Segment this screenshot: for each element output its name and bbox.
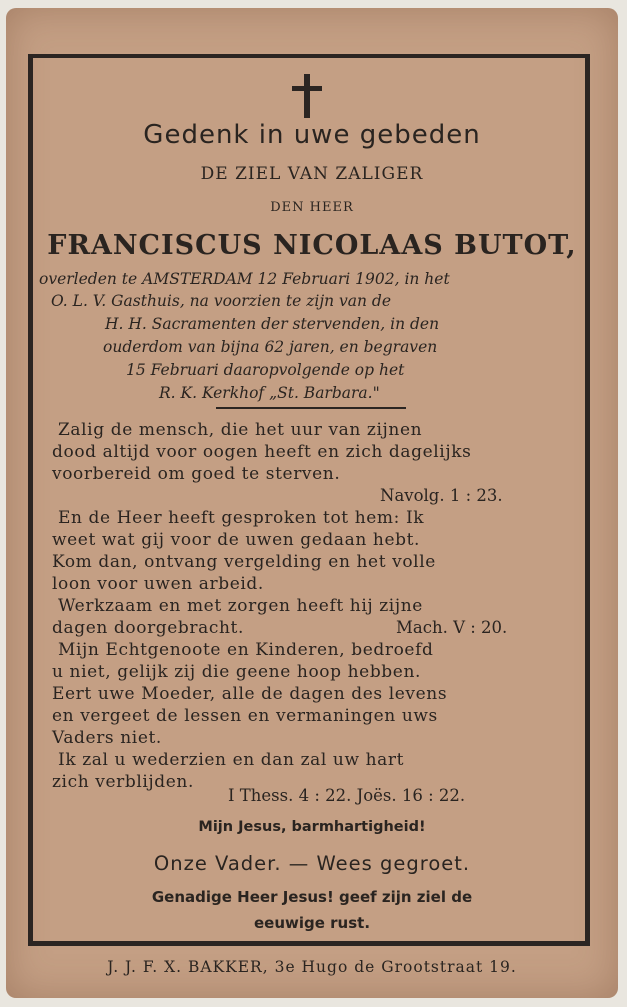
detail-line: O. L. V. Gasthuis, na voorzien te zijn van de bbox=[51, 292, 392, 310]
verse-line: Zalig de mensch, die het uur van zijnen bbox=[58, 420, 423, 440]
detail-line: H. H. Sacramenten der stervenden, in den bbox=[105, 315, 440, 333]
heading: Gedenk in uwe gebeden bbox=[143, 120, 481, 150]
prayer-line: eeuwige rust. bbox=[253, 914, 371, 932]
verse-line: dagen doorgebracht. bbox=[52, 618, 244, 638]
black-border-frame bbox=[28, 54, 590, 946]
prayer-our-father: Onze Vader. — Wees gegroet. bbox=[153, 852, 471, 875]
verse-reference: Mach. V : 20. bbox=[396, 618, 508, 637]
detail-line: ouderdom van bijna 62 jaren, en begraven bbox=[103, 338, 438, 356]
verse-line: weet wat gij voor de uwen gedaan hebt. bbox=[52, 530, 421, 550]
verse-line: dood altijd voor oogen heeft en zich dagelijks bbox=[52, 442, 472, 462]
verse-reference: I Thess. 4 : 22. Joës. 16 : 22. bbox=[228, 786, 466, 805]
verse-line: loon voor uwen arbeid. bbox=[52, 574, 264, 594]
detail-line: overleden te AMSTERDAM 12 Februari 1902, in het bbox=[39, 270, 450, 288]
verse-line: Vaders niet. bbox=[52, 728, 162, 748]
divider-rule bbox=[216, 407, 406, 409]
cross-icon bbox=[292, 74, 322, 118]
title-line: DEN HEER bbox=[270, 200, 354, 215]
verse-line: zich verblijden. bbox=[52, 772, 194, 792]
verse-line: En de Heer heeft gesproken tot hem: Ik bbox=[58, 508, 425, 528]
verse-line: u niet, gelijk zij die geene hoop hebben. bbox=[52, 662, 421, 682]
verse-line: Eert uwe Moeder, alle de dagen des levens bbox=[52, 684, 448, 704]
verse-line: Kom dan, ontvang vergelding en het volle bbox=[52, 552, 436, 572]
verse-line: Mijn Echtgenoote en Kinderen, bedroefd bbox=[58, 640, 434, 660]
verse-line: en vergeet de lessen en vermaningen uws bbox=[52, 706, 438, 726]
verse-line: Ik zal u wederzien en dan zal uw hart bbox=[58, 750, 405, 770]
prayer-line: Genadige Heer Jesus! geef zijn ziel de bbox=[151, 888, 473, 906]
detail-line: R. K. Kerkhof „St. Barbara." bbox=[159, 384, 380, 402]
printer-imprint: J. J. F. X. BAKKER, 3e Hugo de Grootstraat 19. bbox=[107, 958, 517, 976]
subheading: DE ZIEL VAN ZALIGER bbox=[200, 164, 424, 184]
prayer-invocation: Mijn Jesus, barmhartigheid! bbox=[198, 819, 426, 835]
verse-line: Werkzaam en met zorgen heeft hij zijne bbox=[58, 596, 423, 616]
memorial-card bbox=[6, 8, 618, 998]
detail-line: 15 Februari daaropvolgende op het bbox=[126, 361, 405, 379]
verse-reference: Navolg. 1 : 23. bbox=[380, 486, 503, 505]
verse-line: voorbereid om goed te sterven. bbox=[52, 464, 341, 484]
deceased-name: FRANCISCUS NICOLAAS BUTOT, bbox=[47, 230, 577, 261]
